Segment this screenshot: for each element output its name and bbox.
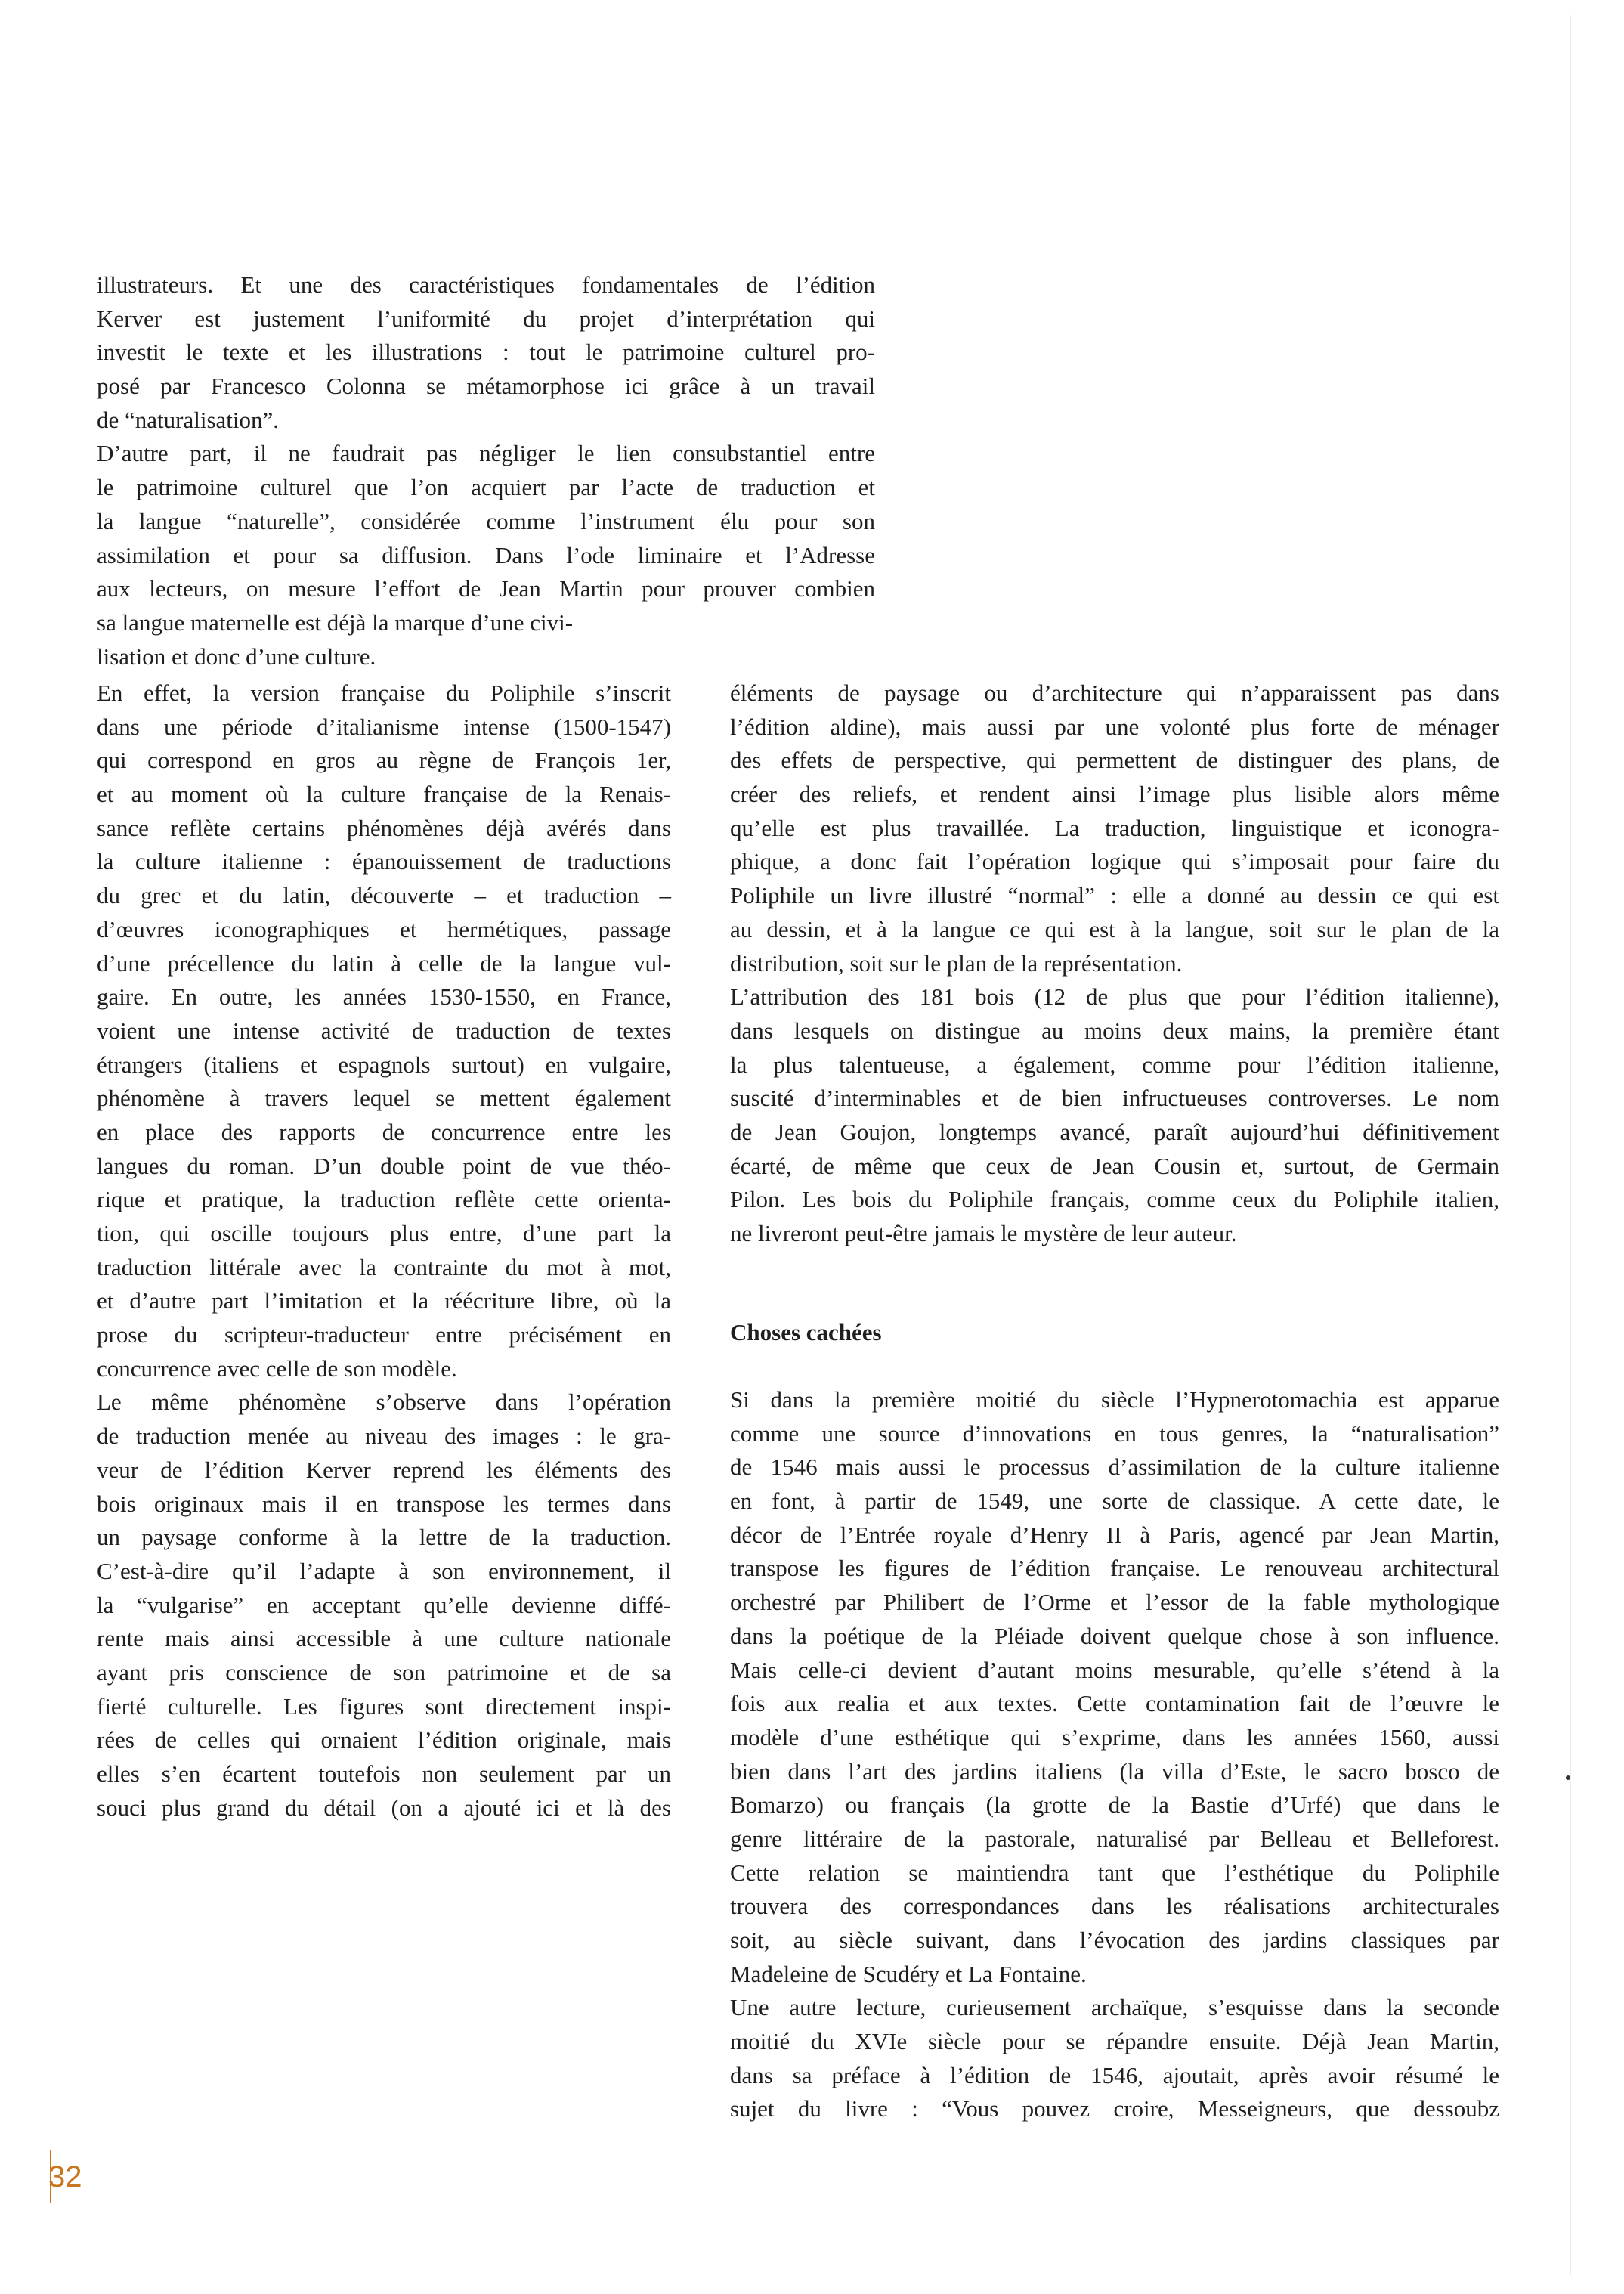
text-line: illustrateurs. Et une des caractéristiques fondamentales de l’édition: [97, 271, 875, 298]
text-line: Le même phénomène s’observe dans l’opération: [97, 1388, 671, 1416]
text-line: sa langue maternelle est déjà la marque d’une civi-: [97, 608, 574, 636]
page-number: 32: [48, 2160, 82, 2193]
text-line: Pilon. Les bois du Poliphile français, comme ceux du Poliphile italien,: [730, 1186, 1499, 1213]
text-line: en font, à partir de 1549, une sorte de classique. A cette date, le: [730, 1488, 1499, 1515]
text-line: Kerver est justement l’uniformité du projet d’interprétation qui: [97, 305, 875, 332]
text-column-top: [97, 268, 875, 673]
text-line: dans la poétique de la Pléiade doivent quelque chose à son influence.: [730, 1622, 1499, 1649]
text-line: L’attribution des 181 bois (12 de plus que pour l’édition italienne),: [730, 983, 1499, 1011]
text-line: d’une précellence du latin à celle de la langue vul-: [97, 949, 671, 977]
text-line: prose du scripteur-traducteur entre précisément en: [97, 1321, 671, 1348]
text-line: qui correspond en gros au règne de François 1er,: [97, 747, 671, 774]
text-line: du grec et du latin, découverte – et traduction –: [97, 882, 671, 909]
text-line: créer des reliefs, et rendent ainsi l’image plus lisible alors même: [730, 781, 1499, 808]
text-line: écarté, de même que ceux de Jean Cousin et, surtout, de Germain: [730, 1152, 1499, 1179]
text-line: éléments de paysage ou d’architecture qui n’apparaissent pas dans: [730, 680, 1499, 706]
text-line: et au moment où la culture française de la Renais-: [97, 781, 671, 808]
text-line: la “vulgarise” en acceptant qu’elle devienne diffé-: [97, 1591, 671, 1618]
text-line: dans sa préface à l’édition de 1546, ajoutait, après avoir résumé le: [730, 2061, 1499, 2088]
text-line: comme une source d’innovations en tous genres, la “naturalisation”: [730, 1419, 1499, 1447]
text-line: le patrimoine culturel que l’on acquiert par l’acte de traduction et: [97, 474, 875, 501]
margin-mark: [1566, 1775, 1570, 1780]
text-line: Cette relation se maintiendra tant que l’esthétique du Poliphile: [730, 1859, 1499, 1886]
text-line: trouvera des correspondances dans les réalisations architecturales: [730, 1893, 1499, 1920]
text-line: bien dans l’art des jardins italiens (la villa d’Este, le sacro bosco de: [730, 1757, 1499, 1785]
text-line: elles s’en écartent toutefois non seulement par un: [97, 1760, 671, 1787]
text-line: C’est-à-dire qu’il l’adapte à son environnement, il: [97, 1557, 671, 1584]
text-line: voient une intense activité de traduction de textes: [97, 1017, 671, 1044]
text-line: soit, au siècle suivant, dans l’évocation des jardins classiques par: [730, 1927, 1499, 1953]
text-line: des effets de perspective, qui permettent de distinguer des plans, de: [730, 747, 1499, 774]
text-line: rente mais ainsi accessible à une culture nationale: [97, 1625, 671, 1652]
text-line: traduction littérale avec la contrainte du mot à mot,: [97, 1253, 671, 1280]
text-line: phique, a donc fait l’opération logique qui s’imposait pour faire du: [730, 848, 1499, 875]
text-line: bois originaux mais il en transpose les termes dans: [97, 1490, 671, 1517]
text-line: un paysage conforme à la lettre de la traduction.: [97, 1524, 671, 1551]
text-line: posé par Francesco Colonna se métamorphose ici grâce à un travail: [97, 373, 875, 400]
page-edge-rule: [1570, 15, 1571, 2275]
text-column-right: [730, 676, 1499, 1251]
text-line: dans une période d’italianisme intense (1500-1547): [97, 713, 671, 740]
text-line: de 1546 mais aussi le processus d’assimilation de la culture italienne: [730, 1453, 1499, 1481]
text-line: ayant pris conscience de son patrimoine et de sa: [97, 1658, 671, 1686]
text-line: orchestré par Philibert de l’Orme et l’essor de la fable mythologique: [730, 1589, 1499, 1616]
text-line: et d’autre part l’imitation et la réécriture libre, où la: [97, 1287, 671, 1314]
text-line: de traduction menée au niveau des images : le gra-: [97, 1423, 671, 1450]
text-line: fierté culturelle. Les figures sont directement inspi-: [97, 1692, 671, 1720]
text-line: dans lesquels on distingue au moins deux mains, la première étant: [730, 1017, 1499, 1044]
text-line: d’œuvres iconographiques et hermétiques, passage: [97, 915, 671, 943]
text-line: l’édition aldine), mais aussi par une volonté plus forte de ménager: [730, 713, 1499, 740]
text-line: Une autre lecture, curieusement archaïque, s’esquisse dans la seconde: [730, 1994, 1499, 2021]
text-line: modèle d’une esthétique qui s’exprime, dans les années 1560, aussi: [730, 1723, 1499, 1751]
text-line: au dessin, et à la langue ce qui est à la langue, soit sur le plan de la: [730, 915, 1499, 943]
text-line: étrangers (italiens et espagnols surtout) en vulgaire,: [97, 1051, 671, 1078]
text-line: sance reflète certains phénomènes déjà avérés dans: [97, 814, 671, 841]
text-line: phénomène à travers lequel se mettent également: [97, 1085, 671, 1112]
text-line: décor de l’Entrée royale d’Henry II à Paris, agencé par Jean Martin,: [730, 1521, 1499, 1548]
text-line: suscité d’interminables et de bien infructueuses controverses. Le nom: [730, 1085, 1499, 1112]
text-line: transpose les figures de l’édition française. Le renouveau architectural: [730, 1555, 1499, 1582]
text-line: concurrence avec celle de son modèle.: [97, 1354, 457, 1382]
section-heading: Choses cachées: [730, 1319, 882, 1345]
text-line: En effet, la version française du Poliphile s’inscrit: [97, 680, 671, 706]
text-line: Poliphile un livre illustré “normal” : elle a donné au dessin ce qui est: [730, 882, 1499, 909]
text-line: Si dans la première moitié du siècle l’Hypnerotomachia est apparue: [730, 1386, 1499, 1413]
text-line: de Jean Goujon, longtemps avancé, paraît aujourd’hui définitivement: [730, 1118, 1499, 1145]
text-line: D’autre part, il ne faudrait pas négliger le lien consubstantiel entre: [97, 440, 875, 467]
text-line: aux lecteurs, on mesure l’effort de Jean Martin pour prouver combien: [97, 575, 875, 602]
text-column-bottom: [730, 1383, 1499, 2126]
text-line: Madeleine de Scudéry et La Fontaine.: [730, 1960, 1087, 1987]
text-line: gaire. En outre, les années 1530-1550, en France,: [97, 983, 671, 1011]
text-line: qu’elle est plus travaillée. La traduction, linguistique et iconogra-: [730, 814, 1499, 841]
text-line: rées de celles qui ornaient l’édition originale, mais: [97, 1726, 671, 1754]
text-line: moitié du XVIe siècle pour se répandre ensuite. Déjà Jean Martin,: [730, 2028, 1499, 2055]
text-line: Bomarzo) ou français (la grotte de la Bastie d’Urfé) que dans le: [730, 1791, 1499, 1819]
text-line: la culture italienne : épanouissement de traductions: [97, 848, 671, 875]
text-line: la langue “naturelle”, considérée comme l’instrument élu pour son: [97, 507, 875, 534]
text-line: de “naturalisation”.: [97, 406, 280, 433]
text-line: langues du roman. D’un double point de vue théo-: [97, 1152, 671, 1179]
text-line: souci plus grand du détail (on a ajouté ici et là des: [97, 1794, 671, 1821]
text-line: genre littéraire de la pastorale, naturalisé par Belleau et Belleforest.: [730, 1825, 1499, 1852]
text-column-left: [97, 676, 671, 1825]
text-line: en place des rapports de concurrence entre les: [97, 1118, 671, 1145]
text-line: fois aux realia et aux textes. Cette contamination fait de l’œuvre le: [730, 1690, 1499, 1717]
text-line: lisation et donc d’une culture.: [97, 642, 376, 670]
text-line: investit le texte et les illustrations : tout le patrimoine culturel pro-: [97, 339, 875, 366]
text-line: distribution, soit sur le plan de la représentation.: [730, 949, 1183, 977]
text-line: veur de l’édition Kerver reprend les éléments des: [97, 1456, 671, 1483]
text-line: ne livreront peut-être jamais le mystère de leur auteur.: [730, 1220, 1237, 1246]
text-line: tion, qui oscille toujours plus entre, d’une part la: [97, 1220, 671, 1246]
text-line: Mais celle-ci devient d’autant moins mesurable, qu’elle s’étend à la: [730, 1656, 1499, 1683]
text-line: rique et pratique, la traduction reflète cette orienta-: [97, 1186, 671, 1213]
text-line: la plus talentueuse, a également, comme pour l’édition italienne,: [730, 1051, 1499, 1078]
text-line: sujet du livre : “Vous pouvez croire, Messeigneurs, que dessoubz: [730, 2095, 1499, 2122]
text-line: assimilation et pour sa diffusion. Dans l’ode liminaire et l’Adresse: [97, 541, 875, 568]
